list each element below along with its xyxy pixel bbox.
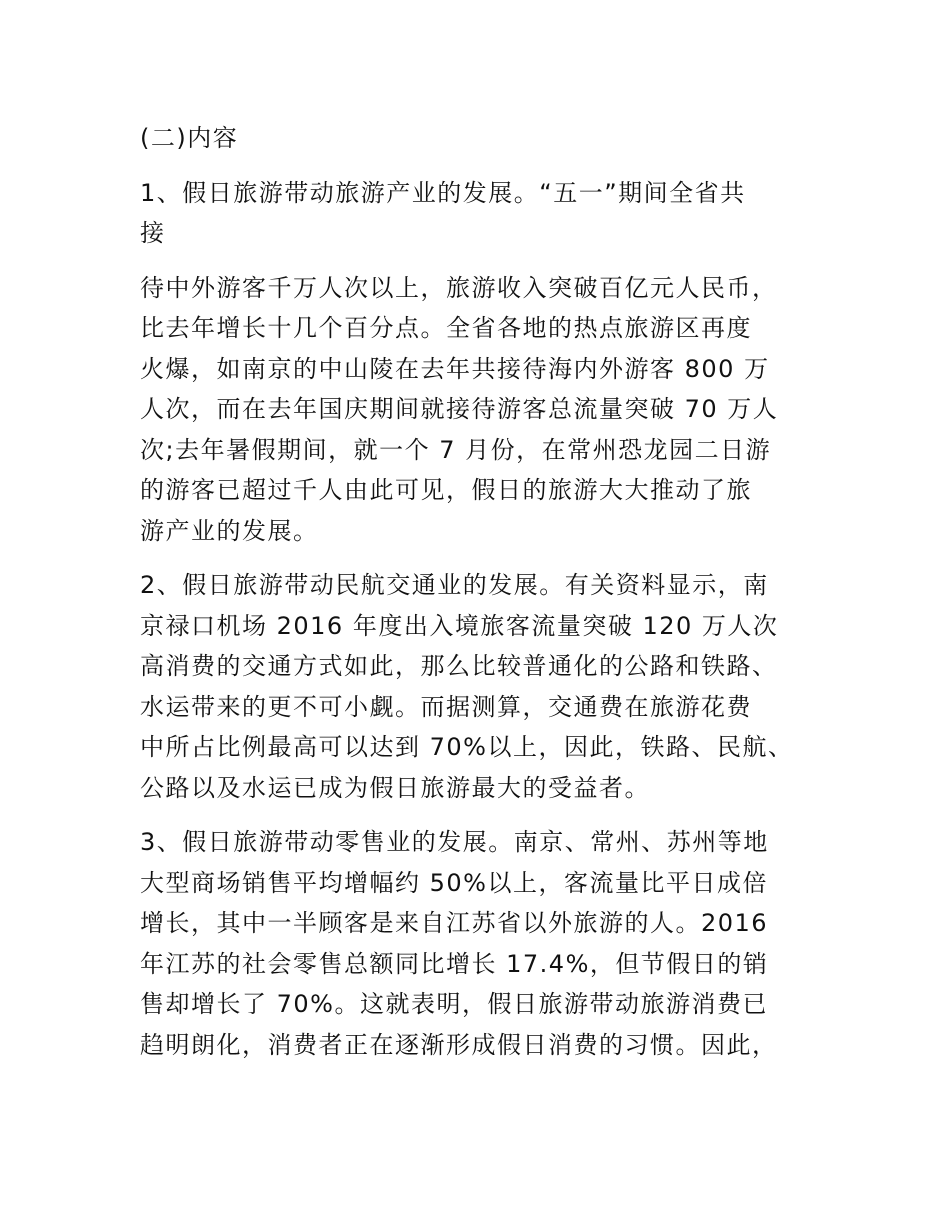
paragraph-3 <box>140 565 808 808</box>
paragraph-4 <box>140 822 808 1065</box>
text-line: 火爆，如南京的中山陵在去年共接待海内外游客 800 万 <box>140 354 770 383</box>
text-line: 中所占比例最高可以达到 70%以上，因此，铁路、民航、 <box>140 733 794 761</box>
text-line: 增长，其中一半顾客是来自江苏省以外旅游的人。2016 <box>140 909 769 937</box>
text-line: 待中外游客千万人次以上，旅游收入突破百亿元人民币， <box>140 273 778 302</box>
document-body <box>140 118 808 1079</box>
paragraph-2 <box>140 268 808 552</box>
text-line: 年江苏的社会零售总额同比增长 17.4%，但节假日的销 <box>140 949 769 978</box>
text-line: 游产业的发展。 <box>140 516 319 545</box>
text-line: 2、假日旅游带动民航交通业的发展。有关资料显示，南 <box>140 571 769 599</box>
text-line: 次;去年暑假期间，就一个 7 月份，在常州恐龙园二日游 <box>140 435 772 464</box>
text-line: 的游客已超过千人由此可见，假日的旅游大大推动了旅 <box>140 476 752 504</box>
text-line: 人次，而在去年国庆期间就接待游客总流量突破 70 万人 <box>140 395 779 423</box>
paragraph-1 <box>140 173 808 254</box>
text-line: 高消费的交通方式如此，那么比较普通化的公路和铁路、 <box>140 652 778 680</box>
text-line: 售却增长了 70%。这就表明，假日旅游带动旅游消费已 <box>140 990 768 1018</box>
text-line: 1、假日旅游带动旅游产业的发展。“五一”期间全省共 <box>140 178 746 207</box>
text-line: 比去年增长十几个百分点。全省各地的热点旅游区再度 <box>140 314 752 342</box>
section-heading: (二)内容 <box>140 124 239 152</box>
text-line: 趋明朗化，消费者正在逐渐形成假日消费的习惯。因此， <box>140 1030 778 1059</box>
text-line: 接 <box>140 219 166 247</box>
text-line: 京禄口机场 2016 年度出入境旅客流量突破 120 万人次 <box>140 611 779 640</box>
text-line: 公路以及水运已成为假日旅游最大的受益者。 <box>140 773 650 802</box>
text-line: 大型商场销售平均增幅约 50%以上，客流量比平日成倍 <box>140 868 768 897</box>
text-line: 水运带来的更不可小觑。而据测算，交通费在旅游花费 <box>140 692 752 721</box>
text-line: 3、假日旅游带动零售业的发展。南京、常州、苏州等地 <box>140 828 769 856</box>
